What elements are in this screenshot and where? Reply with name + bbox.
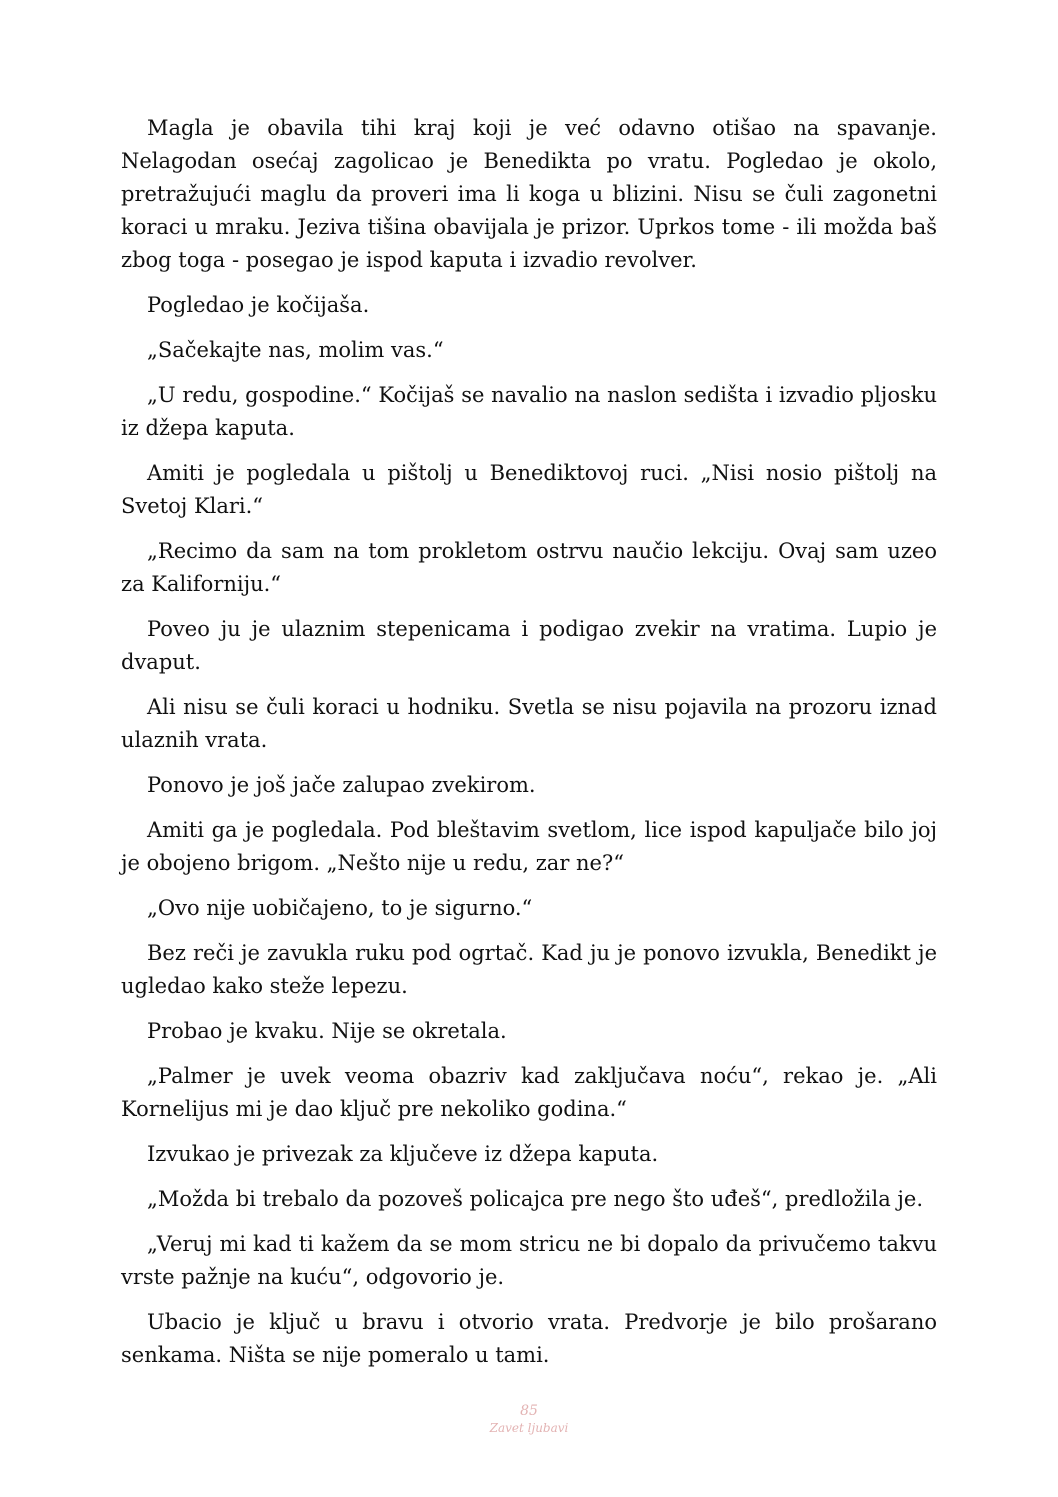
page-footer	[0, 1402, 1058, 1436]
paragraph: Bez reči je zavukla ruku pod ogrtač. Kad ju je ponovo izvukla, Benedikt je ugledao kako steže lepezu.	[121, 941, 937, 998]
page-body	[121, 112, 937, 1384]
paragraph: Ponovo je još jače zalupao zvekirom.	[147, 773, 536, 797]
paragraph: Ubacio je ključ u bravu i otvorio vrata. Predvorje je bilo prošarano senkama. Ništa se nije pomeralo u tami.	[121, 1310, 937, 1367]
page-number: 85	[520, 1403, 538, 1419]
paragraph: „Veruj mi kad ti kažem da se mom stricu ne bi dopalo da privučemo takvu vrste pažnje na kuću“, odgovorio je.	[121, 1232, 937, 1289]
paragraph: Probao je kvaku. Nije se okretala.	[147, 1019, 507, 1043]
paragraph: „Palmer je uvek veoma obazriv kad zaključava noću“, rekao je. „Ali Kornelijus mi je dao ključ pre nekoliko godina.“	[121, 1064, 937, 1121]
paragraph: „Sačekajte nas, molim vas.“	[147, 338, 444, 362]
paragraph: Poveo ju je ulaznim stepenicama i podigao zvekir na vratima. Lupio je dvaput.	[121, 617, 937, 674]
paragraph: „U redu, gospodine.“ Kočijaš se navalio na naslon sedišta i izvadio pljosku iz džepa kaputa.	[121, 383, 937, 440]
paragraph: „Ovo nije uobičajeno, to je sigurno.“	[147, 896, 533, 920]
paragraph: Amiti je pogledala u pištolj u Benediktovoj ruci. „Nisi nosio pištolj na Svetoj Klari.“	[121, 461, 937, 518]
paragraph: „Recimo da sam na tom prokletom ostrvu naučio lekciju. Ovaj sam uzeo za Kaliforniju.“	[121, 539, 937, 596]
book-title: Zavet ljubavi	[489, 1421, 569, 1435]
paragraph: Amiti ga je pogledala. Pod bleštavim svetlom, lice ispod kapuljače bilo joj je obojeno brigom. „Nešto nije u redu, zar ne?“	[121, 818, 937, 875]
paragraph: „Možda bi trebalo da pozoveš policajca pre nego što uđeš“, predložila je.	[147, 1187, 924, 1211]
paragraph: Izvukao je privezak za ključeve iz džepa kaputa.	[147, 1142, 659, 1166]
paragraph: Pogledao je kočijaša.	[147, 293, 370, 317]
paragraph: Ali nisu se čuli koraci u hodniku. Svetla se nisu pojavila na prozoru iznad ulaznih vrata.	[121, 695, 937, 752]
paragraph: Magla je obavila tihi kraj koji je već odavno otišao na spavanje. Nelagodan osećaj zagolicao je Benedikta po vratu. Pogledao je okolo, pretražujući maglu da proveri ima li koga u blizini. Nisu se čuli zagonetni koraci u mraku. Jeziva tišina obavijala je prizor. Uprkos tome - ili možda baš zbog toga - posegao je ispod kaputa i izvadio revolver.	[121, 116, 937, 272]
